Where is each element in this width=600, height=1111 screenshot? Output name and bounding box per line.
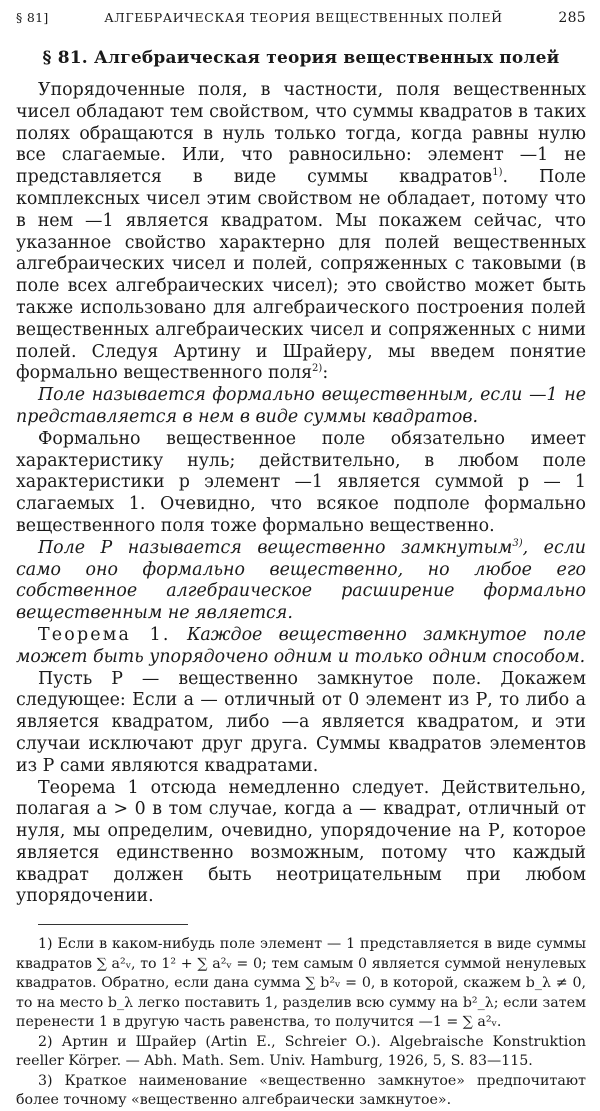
intro-part-b: . Поле комплексных чисел этим свойством не обладает, потому что в нем —1 является квадратом. Мы покажем сейчас, что указанное свойство характерно для полей вещественных алгебраических чисел и полей, сопряженных с таковыми (в поле всех алгебраических чисел); это свойство может быть также использовано для алгебраического построения полей вещественных алгебраических чисел и сопряженных с ними полей. Следуя Артину и Шрайеру, мы введем понятие формально вещественного поля — [16, 167, 587, 384]
footnote-3: 3) Краткое наименование «вещественно замкнутое» предпочитают более точному «вещественно алгебраически замкнутое». — [16, 1072, 586, 1109]
header-section: § 81] — [16, 10, 49, 25]
paragraph-characteristic: Формально вещественное поле обязательно имеет характеристику нуль; действительно, в любом поле характеристики p элемент —1 является суммой p — 1 слагаемых 1. Очевидно, что всякое подполе формально вещественного поля тоже формально вещественно. — [16, 428, 586, 536]
footnote-1: 1) Если в каком-нибудь поле элемент — 1 представляется в виде суммы квадратов ∑ a²ᵥ, то 1² + ∑ a²ᵥ = 0; тем самым 0 является суммой ненулевых квадратов. Обратно, если дана сумма ∑ b²ᵥ = 0, в которой, скажем b_λ ≠ 0, то на место b_λ легко поставить 1, разделив всю сумму на b²_λ; если затем перенести 1 в другую часть равенства, то получится —1 = ∑ a²ᵥ. — [16, 936, 586, 1031]
definition-real-closed — [16, 538, 586, 625]
paragraph-intro — [16, 80, 586, 385]
theorem-label: Теорема 1. — [38, 624, 171, 645]
intro-part-c: : — [322, 363, 329, 384]
section-title: § 81. Алгебраическая теория вещественных полей — [42, 48, 560, 68]
theorem-1 — [16, 625, 586, 669]
definition-formally-real: Поле называется формально вещественным, если —1 не представляется в нем в виде суммы квадратов. — [16, 385, 586, 427]
main-text — [16, 80, 586, 908]
paragraph-proof: Теорема 1 отсюда немедленно следует. Действительно, полагая a > 0 в том случае, когда a — квадрат, отличный от нуля, мы определим, очевидно, упорядочение на Р, которое является единственно возможным, потому что каждый квадрат должен быть неотрицательным при любом упорядочении. — [16, 777, 586, 907]
footnote-ref-3: 3) — [512, 537, 523, 549]
footnote-ref-1: 1) — [492, 167, 503, 179]
running-header — [16, 10, 586, 34]
intro-part-a: Упорядоченные поля, в частности, поля вещественных чисел обладают тем свойством, что суммы квадратов в таких полях обращаются в нуль только тогда, когда равны нулю все слагаемые. Или, что равносильно: элемент —1 не представляется в виде суммы квадратов — [16, 80, 586, 188]
footnote-ref-2: 2) — [312, 363, 323, 375]
header-running-title: АЛГЕБРАИЧЕСКАЯ ТЕОРИЯ ВЕЩЕСТВЕННЫХ ПОЛЕЙ — [104, 10, 503, 25]
definition-part-b: , если само оно формально вещественно, но любое его собственное алгебраическое расширение формально вещественным не является. — [16, 537, 586, 624]
definition-part-a: Поле Р называется вещественно замкнутым — [38, 537, 513, 558]
footnote-2: 2) Артин и Шрайер (Artin E., Schreier O.). Algebraische Konstruktion reeller Körper. — Abh. Math. Sem. Univ. Hamburg, 1926, 5, S. 83—115. — [16, 1033, 586, 1070]
paragraph-proof-setup: Пусть Р — вещественно замкнутое поле. Докажем следующее: Если a — отличный от 0 элемент из Р, то либо a является квадратом, либо —a является квадратом, и эти случаи исключают друг друга. Суммы квадратов элементов из Р сами являются квадратами. — [16, 668, 586, 776]
page-number: 285 — [558, 10, 586, 26]
footnotes — [16, 935, 586, 1111]
footnote-divider — [38, 924, 188, 925]
theorem-text: Каждое вещественно замкнутое поле может быть упорядочено одним и только одним способом. — [16, 624, 586, 667]
